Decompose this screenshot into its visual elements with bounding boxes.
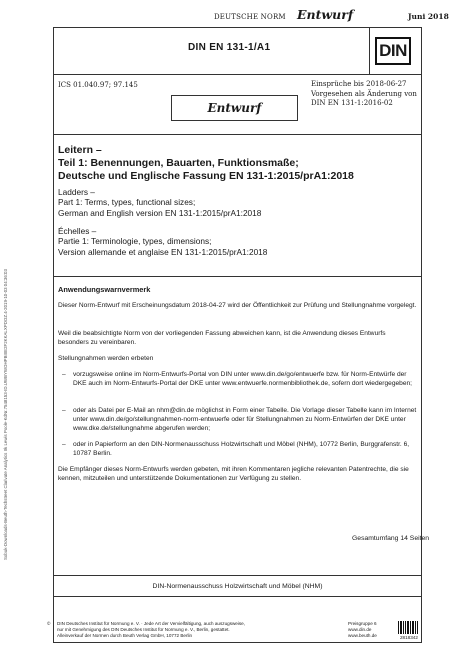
list-item-text: vorzugsweise online im Norm-Entwurfs-Portal von DIN unter www.din.de/go/entwuerfe bzw. für Norm-Entwürfe der DKE auch im Norm-Entwurfs-Portal der DKE unter www.entwuerfe.normenbibliothek.de, sofern dort wiedergegeben;	[73, 371, 413, 387]
title-line: Partie 1: Terminologie, types, dimensions;	[58, 236, 212, 247]
copyright-line: nur mit Genehmigung des DIN Deutsches Institut für Normung e. V., Berlin, gestattet.	[57, 627, 230, 632]
copyright-icon: ©	[47, 621, 51, 626]
copyright-line: Alleinverkauf der Normen durch Beuth Verlag GmbH, 10772 Berlin	[57, 633, 193, 638]
warning-paragraph: Dieser Norm-Entwurf mit Erscheinungsdatum 2018-04-27 wird der Öffentlichkeit zur Prüfung und Stellungnahme vorgelegt.	[58, 302, 417, 309]
committee-name: DIN-Normenausschuss Holzwirtschaft und Möbel (NHM)	[152, 583, 323, 590]
ics-codes: ICS 01.040.97; 97.145	[58, 81, 138, 89]
status-box-label: Entwurf	[207, 101, 262, 115]
title-line: German and English version EN 131-1:2015/prA1:2018	[58, 207, 262, 218]
title-german	[58, 144, 418, 183]
warning-paragraph: Stellungnahmen werden erbeten	[58, 355, 154, 362]
price-line: Preisgruppe 6	[348, 621, 377, 626]
bullet-dash: –	[62, 371, 66, 378]
warning-paragraph: Weil die beabsichtigte Norm von der vorliegenden Fassung abweichen kann, ist die Anwendung dieses Entwurfs besonders zu vereinbaren.	[58, 330, 386, 346]
price-info	[348, 621, 377, 639]
list-item	[62, 441, 418, 459]
header-status: Entwurf	[297, 7, 354, 22]
divider-title	[53, 134, 422, 135]
title-line: Leitern –	[58, 144, 102, 156]
divider-top	[53, 74, 422, 75]
document-number: 2818342	[400, 635, 418, 640]
objection-info	[311, 80, 421, 109]
list-item	[62, 407, 418, 433]
side-download-watermark: Sobuk-Downloads-Beuth-Techstreet Clarivate Analytics IIk Lewis Poole-KdNr.7548153-ID.UWBYWOHPBIIIE2F2KKALXPDOZ.4-2019-10-03 04:36:03	[3, 269, 8, 560]
title-line: Échelles –	[58, 226, 97, 236]
status-box	[171, 95, 298, 121]
list-item	[62, 371, 418, 389]
bullet-dash: –	[62, 441, 66, 448]
list-item-text: oder als Datei per E-Mail an nhm@din.de möglichst in Form einer Tabelle. Die Vorlage dieser Tabelle kann im Internet unter www.din.de/go/stellungnahmen-norm-entwuerfe oder für Stellungnahmen zu Norm-Entwürfen der DKE unter www.dke.de/stellungnahme abgerufen werden;	[73, 407, 417, 432]
objection-line: Vorgesehen als Änderung von	[311, 89, 417, 98]
divider-committee	[53, 575, 422, 576]
title-line: Part 1: Terms, types, functional sizes;	[58, 197, 196, 208]
warning-paragraph: Die Empfänger dieses Norm-Entwurfs werden gebeten, mit ihren Kommentaren jegliche relevanten Patentrechte, die sie kennen, mitzuteilen und unterstützende Dokumentationen zur Verfügung zu stellen.	[58, 466, 409, 482]
copyright-line: DIN Deutsches Institut für Normung e. V. · Jede Art der Vervielfältigung, auch auszugsweise,	[57, 621, 246, 626]
din-logo	[375, 37, 411, 65]
barcode-icon	[398, 621, 420, 634]
title-line: Ladders –	[58, 187, 95, 197]
divider-logo	[369, 27, 370, 74]
title-line: Deutsche und Englische Fassung EN 131-1:2015/prA1:2018	[58, 170, 354, 182]
title-english	[58, 187, 418, 218]
title-french	[58, 226, 418, 257]
list-item-text: oder in Papierform an den DIN-Normenausschuss Holzwirtschaft und Möbel (NHM), 10772 Berlin, Burggrafenstr. 6, 10787 Berlin.	[73, 441, 410, 457]
price-line: www.beuth.de	[348, 633, 377, 638]
title-line: Teil 1: Benennungen, Bauarten, Funktionsmaße;	[58, 157, 299, 169]
divider-warning	[53, 276, 422, 277]
header-date: Juni 2018	[408, 12, 449, 21]
copyright-notice	[47, 621, 347, 639]
document-code: DIN EN 131-1/A1	[188, 42, 271, 53]
objection-line: DIN EN 131-1:2016-02	[311, 99, 393, 108]
total-pages: Gesamtumfang 14 Seiten	[352, 535, 430, 542]
price-line: www.din.de	[348, 627, 372, 632]
title-line: Version allemande et anglaise EN 131-1:2015/prA1:2018	[58, 246, 268, 257]
din-logo-text: DIN	[379, 41, 407, 60]
objection-line: Einsprüche bis 2018-06-27	[311, 80, 407, 88]
divider-footer	[53, 596, 422, 597]
warning-title: Anwendungswarnvermerk	[58, 285, 151, 294]
bullet-dash: –	[62, 407, 66, 414]
header-norm-label: DEUTSCHE NORM	[214, 13, 286, 21]
